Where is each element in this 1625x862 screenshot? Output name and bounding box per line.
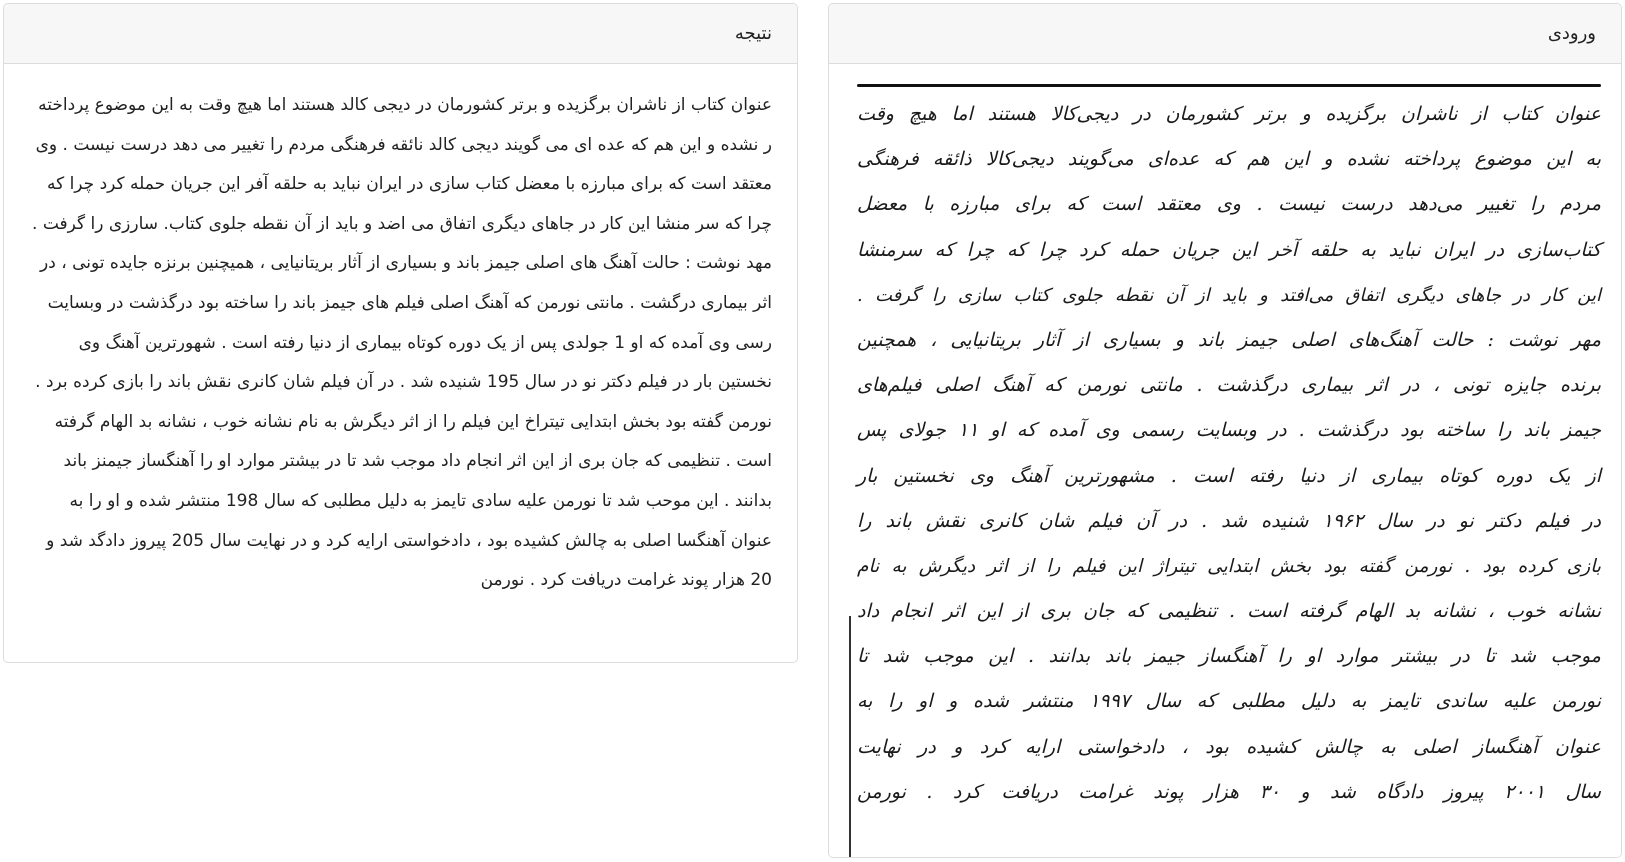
handwritten-line: عنوان آهنگساز اصلی به چالش کشیده بود ، دادخواستی ارایه کرد و در نهایت	[857, 735, 1601, 758]
image-left-rule	[849, 616, 851, 858]
result-text: عنوان کتاب از ناشران برگزیده و برتر کشورمان در دیجی کالد هستند اما هیچ وقت به این موضوع پرداخته ر نشده و این هم که عده ای می گویند دیجی کالد نائقه فرهنگی مردم را تغییر می دهد درست نیست . وی معتقد است که برای مبارزه با معضل کتاب سازی در ایران نباید به حلقه آفر این جریان حمله کرد چرا که چرا که سر منشا این کار در جاهای دیگری اتفاق می اضد و باید از آن نقطه جلوی کتاب. سارزی را گرفت . مهد نوشت : حالت آهنگ های اصلی جیمز باند و بسیاری از آثار بریتانیایی ، همیچنین برنزه جایده تونی ، در اثر بیماری درگشت . مانتی نورمن که آهنگ اصلی فیلم های جیمز باند را ساخته بود درگذشت در وبسایت رسی وی آمده که او 1 جولدی پس از یک دوره کوتاه بیماری از دنیا رفته است . شهورترین آهنگ وی نخستین بار در فیلم دکتر نو در سال 195 شنیده شد . در آن فیلم شان کانری نقش باند را بازی کرده برد . نورمن گفته بود بخش ابتدایی تیتراخ این فیلم را از اثر دیگرش به نام نشانه خوب ، نشانه بد الهام گرفته است . تنظیمی که جان بری از این اثر انجام داد موجب شد تا در بیشتر موارد او را آهنگساز جیمنز باند بدانند . این موحب شد تا نورمن علیه سادی تایمز به دلیل مطلبی که سال 198 منتشر شده و او را به عنوان آهنگسا اصلی به چالش کشیده بود ، دادخواستی ارایه کرد و در نهایت سال 205 پیروز دادگد شد و 20 هزار پوند غرامت دریافت کرد . نورمن	[32, 95, 772, 591]
handwritten-line: مردم را تغییر می‌دهد درست نیست . وی معتقد است که برای مبارزه با معضل	[857, 193, 1601, 216]
handwritten-line: این کار در جاهای دیگری اتفاق می‌افتد و باید از آن نقطه جلوی کتاب سازی را گرفت .	[857, 284, 1601, 306]
result-panel	[3, 3, 798, 663]
result-text-area	[4, 64, 797, 601]
handwritten-line: عنوان کتاب از ناشران برگزیده و برتر کشورمان در دیجی‌کالا هستند اما هیچ وقت	[857, 103, 1601, 125]
input-panel	[828, 3, 1622, 858]
result-panel-title: نتیجه	[4, 4, 797, 64]
handwritten-line: برنده جایزه تونی ، در اثر بیماری درگذشت . مانتی نورمن که آهنگ اصلی فیلم‌های	[857, 374, 1601, 397]
handwritten-line: سال ۲۰۰۱ پیروز دادگاه شد و ۳۰ هزار پوند غرامت دریافت کرد . نورمن	[857, 780, 1601, 803]
handwritten-line: نشانه خوب ، نشانه بد الهام گرفته است . تنظیمی که جان بری از این اثر انجام داد	[857, 600, 1601, 623]
handwritten-line: نورمن علیه ساندی تایمز به دلیل مطلبی که سال ۱۹۹۷ منتشر شده و او را به	[857, 690, 1601, 713]
handwritten-line: بازی کرده بود . نورمن گفته بود بخش ابتدایی تیتراژ این فیلم را از اثر دیگرش به نام	[857, 555, 1601, 577]
handwritten-line: مهر نوشت : حالت آهنگ‌های اصلی جیمز باند و بسیاری از آثار بریتانیایی ، همچنین	[857, 328, 1601, 351]
handwritten-line: از یک دوره کوتاه بیماری از دنیا رفته است . مشهورترین آهنگ وی نخستین بار	[857, 464, 1601, 487]
handwritten-lines	[857, 92, 1601, 815]
handwritten-line: موجب شد تا در بیشتر موارد او را آهنگساز جیمز باند بدانند . این موجب شد تا	[857, 645, 1601, 668]
handwritten-line: در فیلم دکتر نو در سال ۱۹۶۲ شنیده شد . در آن فیلم شان کانری نقش باند را	[857, 509, 1602, 532]
input-panel-title: ورودی	[829, 4, 1621, 64]
image-top-rule	[857, 84, 1601, 87]
handwritten-input-image	[829, 64, 1621, 858]
handwritten-line: به این موضوع پرداخته نشده و این هم که عده‌ای می‌گویند دیجی‌کالا ذائقه فرهنگی	[857, 148, 1601, 171]
handwritten-line: کتاب‌سازی در ایران نباید به حلقه آخر این جریان حمله کرد چرا که چرا که سرمنشا	[857, 238, 1601, 261]
handwritten-line: جیمز باند را ساخته بود درگذشت . در وبسایت رسمی وی آمده که او ۱۱ جولای پس	[857, 419, 1602, 442]
